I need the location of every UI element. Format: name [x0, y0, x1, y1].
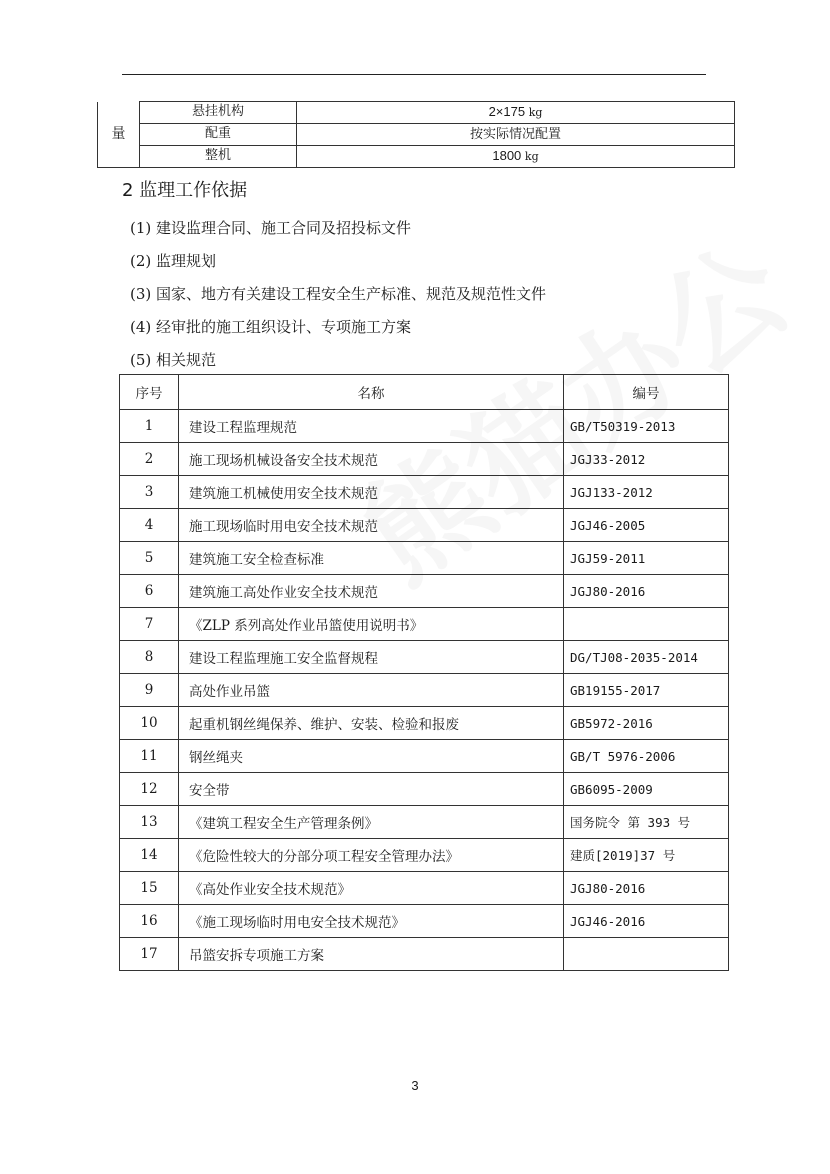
- weight-value: 1800: [492, 148, 522, 164]
- standard-code: DG/TJ08-2035-2014: [564, 641, 729, 674]
- weight-value-cell: [297, 102, 735, 124]
- standard-code: JGJ46-2016: [564, 905, 729, 938]
- standards-table-header: [120, 375, 729, 410]
- table-row: [120, 476, 729, 509]
- table-row: [120, 839, 729, 872]
- header-name: 名称: [179, 375, 564, 410]
- row-number: 7: [120, 608, 179, 641]
- standard-code: JGJ80-2016: [564, 872, 729, 905]
- row-number: 6: [120, 575, 179, 608]
- table-row: [120, 509, 729, 542]
- weight-row: [98, 124, 735, 146]
- basis-item: (2) 监理规划: [130, 252, 217, 270]
- table-row: [120, 608, 729, 641]
- standard-name: 《施工现场临时用电安全技术规范》: [179, 905, 564, 938]
- row-number: 17: [120, 938, 179, 971]
- standard-code: 国务院令 第 393 号: [564, 806, 729, 839]
- standard-name: 起重机钢丝绳保养、维护、安装、检验和报废: [179, 707, 564, 740]
- standard-code: JGJ46-2005: [564, 509, 729, 542]
- table-row: [120, 575, 729, 608]
- weight-label: 悬挂机构: [140, 102, 297, 124]
- standard-code: 建质[2019]37 号: [564, 839, 729, 872]
- row-number: 16: [120, 905, 179, 938]
- row-number: 10: [120, 707, 179, 740]
- basis-item: (3) 国家、地方有关建设工程安全生产标准、规范及规范性文件: [130, 285, 547, 303]
- row-number: 9: [120, 674, 179, 707]
- standard-name: 施工现场临时用电安全技术规范: [179, 509, 564, 542]
- table-row: [120, 773, 729, 806]
- standard-name: 建筑施工机械使用安全技术规范: [179, 476, 564, 509]
- row-number: 2: [120, 443, 179, 476]
- weight-table: [97, 101, 735, 168]
- standard-code: JGJ80-2016: [564, 575, 729, 608]
- standard-code: [564, 608, 729, 641]
- row-number: 11: [120, 740, 179, 773]
- standard-name: 钢丝绳夹: [179, 740, 564, 773]
- table-row: [120, 443, 729, 476]
- standard-code: JGJ33-2012: [564, 443, 729, 476]
- standard-code: GB6095-2009: [564, 773, 729, 806]
- header-rule: [122, 74, 706, 75]
- standard-code: JGJ133-2012: [564, 476, 729, 509]
- standards-table: [119, 374, 729, 971]
- standard-name: 《危险性较大的分部分项工程安全管理办法》: [179, 839, 564, 872]
- table-row: [120, 707, 729, 740]
- weight-value-cell: [297, 124, 735, 146]
- standard-name: 《高处作业安全技术规范》: [179, 872, 564, 905]
- table-row: [120, 806, 729, 839]
- table-row: [120, 938, 729, 971]
- standard-name: 建筑施工高处作业安全技术规范: [179, 575, 564, 608]
- basis-item: (1) 建设监理合同、施工合同及招投标文件: [130, 219, 412, 237]
- table-row: [120, 542, 729, 575]
- standard-name: 《ZLP 系列高处作业吊篮使用说明书》: [179, 608, 564, 641]
- row-number: 1: [120, 410, 179, 443]
- basis-item: (5) 相关规范: [130, 351, 217, 369]
- standard-code: GB/T 5976-2006: [564, 740, 729, 773]
- row-number: 3: [120, 476, 179, 509]
- standard-name: 建设工程监理规范: [179, 410, 564, 443]
- standard-name: 安全带: [179, 773, 564, 806]
- weight-label: 整机: [140, 146, 297, 168]
- standard-name: 《建筑工程安全生产管理条例》: [179, 806, 564, 839]
- weight-row: [98, 102, 735, 124]
- row-number: 8: [120, 641, 179, 674]
- weight-value: 按实际情况配置: [469, 126, 561, 142]
- standard-name: 建设工程监理施工安全监督规程: [179, 641, 564, 674]
- row-number: 4: [120, 509, 179, 542]
- table-row: [120, 674, 729, 707]
- standard-code: GB19155-2017: [564, 674, 729, 707]
- standard-name: 建筑施工安全检查标准: [179, 542, 564, 575]
- weight-value-cell: [297, 146, 735, 168]
- basis-item: (4) 经审批的施工组织设计、专项施工方案: [130, 318, 412, 336]
- weight-group-label: 量: [98, 102, 140, 168]
- standard-name: 吊篮安拆专项施工方案: [179, 938, 564, 971]
- weight-label: 配重: [140, 124, 297, 146]
- header-no: 序号: [120, 375, 179, 410]
- row-number: 5: [120, 542, 179, 575]
- row-number: 14: [120, 839, 179, 872]
- weight-unit: kg: [524, 150, 539, 164]
- weight-unit: kg: [528, 106, 543, 120]
- table-row: [120, 410, 729, 443]
- table-row: [120, 740, 729, 773]
- standard-name: 高处作业吊篮: [179, 674, 564, 707]
- row-number: 13: [120, 806, 179, 839]
- row-number: 15: [120, 872, 179, 905]
- standard-code: GB5972-2016: [564, 707, 729, 740]
- standard-code: JGJ59-2011: [564, 542, 729, 575]
- weight-value: 2×175: [488, 104, 526, 120]
- standard-name: 施工现场机械设备安全技术规范: [179, 443, 564, 476]
- header-code: 编号: [564, 375, 729, 410]
- basis-list: [130, 212, 546, 377]
- table-row: [120, 905, 729, 938]
- table-row: [120, 872, 729, 905]
- row-number: 12: [120, 773, 179, 806]
- standard-code: [564, 938, 729, 971]
- weight-row: [98, 146, 735, 168]
- page-number: 3: [411, 1078, 419, 1093]
- section-title: 2 监理工作依据: [122, 180, 248, 201]
- table-row: [120, 641, 729, 674]
- standard-code: GB/T50319-2013: [564, 410, 729, 443]
